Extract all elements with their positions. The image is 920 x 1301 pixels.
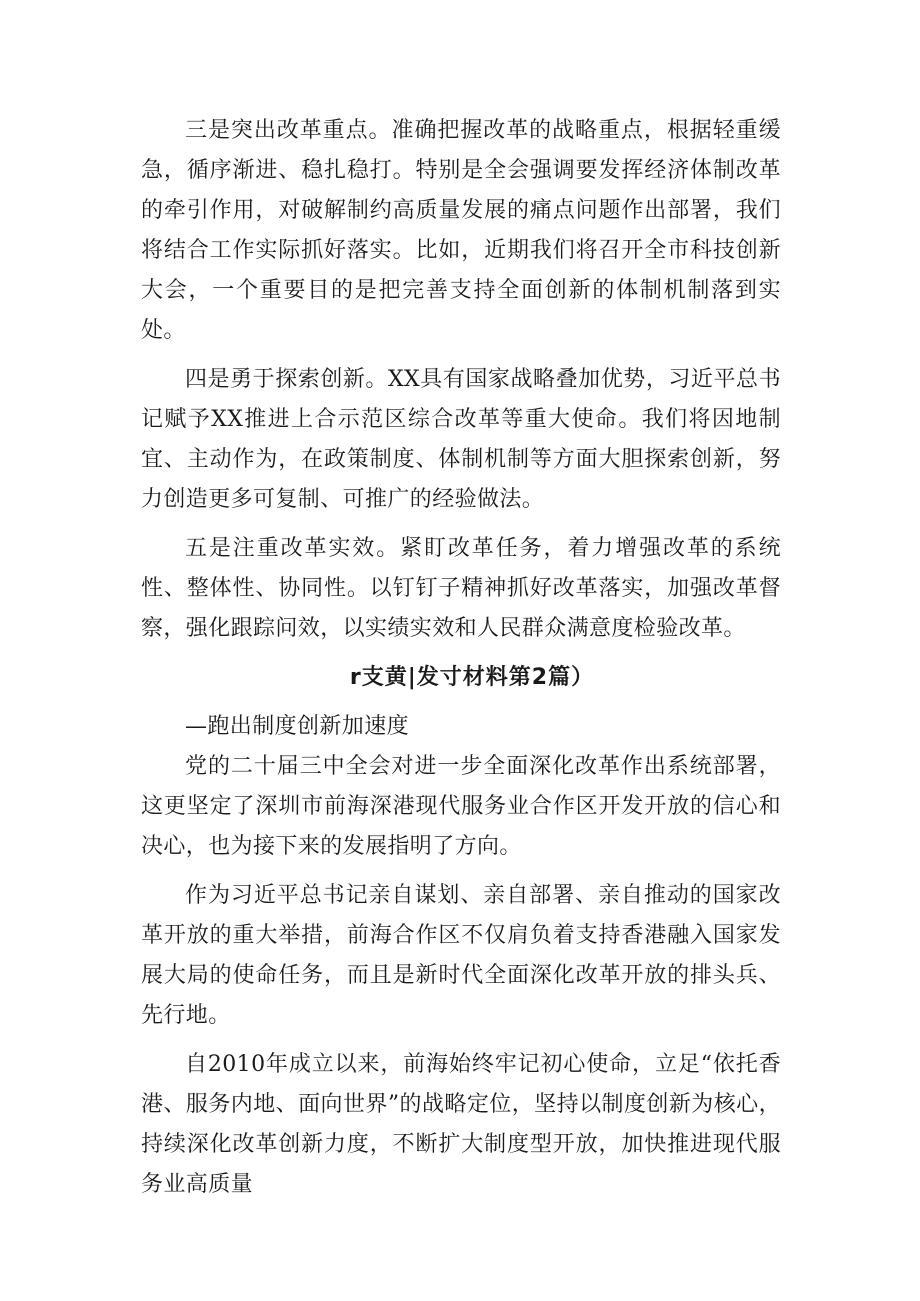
paragraph-history: 自2010年成立以来，前海始终牢记初心使命，立足“依托香港、服务内地、面向世界”的战略定位，坚持以制度创新为核心，持续深化改革创新力度，不断扩大制度型开放，加快推进现代服务业高质量 (141, 1052, 781, 1197)
paragraph-point-four: 四是勇于探索创新。XX具有国家战略叠加优势，习近平总书记赋予XX推进上合示范区综合改革等重大使命。我们将因地制宜、主动作为，在政策制度、体制机制等方面大胆探索创新，努力创造更多可复制、可推广的经验做法。 (141, 367, 781, 512)
document-body (141, 111, 781, 1205)
paragraph-intro: 党的二十届三中全会对进一步全面深化改革作出系统部署，这更坚定了深圳市前海深港现代服务业合作区开发开放的信心和决心，也为接下来的发展指明了方向。 (141, 754, 781, 859)
paragraph-role: 作为习近平总书记亲自谋划、亲自部署、亲自推动的国家改革开放的重大举措，前海合作区不仅肩负着支持香港融入国家发展大局的使命任务，而且是新时代全面深化改革开放的排头兵、先行地。 (141, 883, 781, 1028)
paragraph-point-three: 三是突出改革重点。准确把握改革的战略重点，根据轻重缓急，循序渐进、稳扎稳打。特别是全会强调要发挥经济体制改革的牵引作用，对破解制约高质量发展的痛点问题作出部署，我们将结合工作实际抓好落实。比如，近期我们将召开全市科技创新大会，一个重要目的是把完善支持全面创新的体制机制落到实处。 (141, 118, 781, 343)
paragraph-point-five: 五是注重改革实效。紧盯改革任务，着力增强改革的系统性、整体性、协同性。以钉钉子精神抓好改革落实，加强改革督察，强化跟踪问效，以实绩实效和人民群众满意度检验改革。 (141, 536, 781, 641)
section-heading: r支黄|发寸材料第2篇） (349, 665, 595, 690)
section-subtitle: —跑出制度创新加速度 (185, 714, 410, 739)
